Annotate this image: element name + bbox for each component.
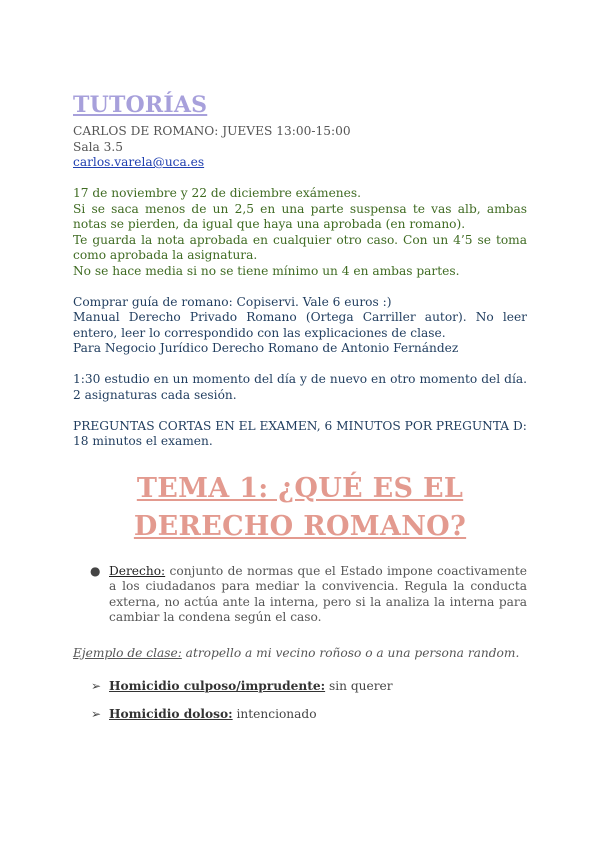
exam-rule-2: Te guarda la nota aprobada en cualquier otro caso. Con un 4’5 se toma como aprobada la asignatura. bbox=[73, 232, 527, 262]
list-item-text: sin querer bbox=[325, 679, 393, 693]
list-item bbox=[73, 707, 527, 723]
tutor-schedule: CARLOS DE ROMANO: JUEVES 13:00-15:00 bbox=[73, 124, 351, 138]
exam-rule-3: No se hace media si no se tiene mínimo un 4 en ambas partes. bbox=[73, 263, 460, 278]
arrow-bullet-icon: ➢ bbox=[91, 679, 102, 693]
bullet-dot-icon: ● bbox=[90, 563, 101, 578]
list-item-term: Homicidio culposo/imprudente: bbox=[109, 679, 326, 693]
exam-format-line-2: 18 minutos el examen. bbox=[73, 434, 213, 448]
definition-term: Derecho: bbox=[109, 563, 166, 578]
exam-dates: 17 de noviembre y 22 de diciembre exámenes. bbox=[73, 186, 361, 200]
email-link[interactable]: carlos.varela@uca.es bbox=[73, 155, 205, 169]
room-number: Sala 3.5 bbox=[73, 139, 124, 154]
arrow-bullet-icon: ➢ bbox=[91, 706, 102, 721]
exam-rule-1: Si se saca menos de un 2,5 en una parte suspensa te vas alb, ambas notas se pierden, da igual que haya una aprobada (en romano). bbox=[73, 201, 527, 231]
document-content bbox=[73, 92, 527, 734]
example-line bbox=[73, 646, 527, 662]
example-label: Ejemplo de clase: bbox=[73, 645, 182, 660]
list-item bbox=[73, 679, 527, 695]
manual-info: Manual Derecho Privado Romano (Ortega Carriller autor). No leer entero, leer lo correspondido con las explicaciones de clase. bbox=[73, 310, 527, 340]
study-plan: 1:30 estudio en un momento del día y de nuevo en otro momento del día. 2 asignaturas cada sesión. bbox=[73, 372, 527, 402]
exam-format-line-1: PREGUNTAS CORTAS EN EL EXAMEN, 6 MINUTOS POR PREGUNTA D: bbox=[73, 418, 527, 433]
example-text: atropello a mi vecino roñoso o a una persona random. bbox=[181, 645, 520, 660]
section-heading: TEMA 1: ¿QUÉ ES EL DERECHO ROMANO? bbox=[133, 472, 467, 542]
list-item-term: Homicidio doloso: bbox=[109, 706, 233, 721]
list-item-text: intencionado bbox=[232, 706, 317, 721]
guide-info: Comprar guía de romano: Copiservi. Vale 6 euros :) bbox=[73, 294, 392, 309]
definition-bullet bbox=[73, 564, 527, 626]
definition-text: conjunto de normas que el Estado impone coactivamente a los ciudadanos para mediar la convivencia. Regula la conducta externa, no actúa ante la interna, pero si la analiza la interna para cambiar la condena según el caso. bbox=[109, 563, 527, 624]
page-title: TUTORÍAS bbox=[73, 92, 208, 118]
negocio-info: Para Negocio Jurídico Derecho Romano de Antonio Fernández bbox=[73, 341, 459, 355]
